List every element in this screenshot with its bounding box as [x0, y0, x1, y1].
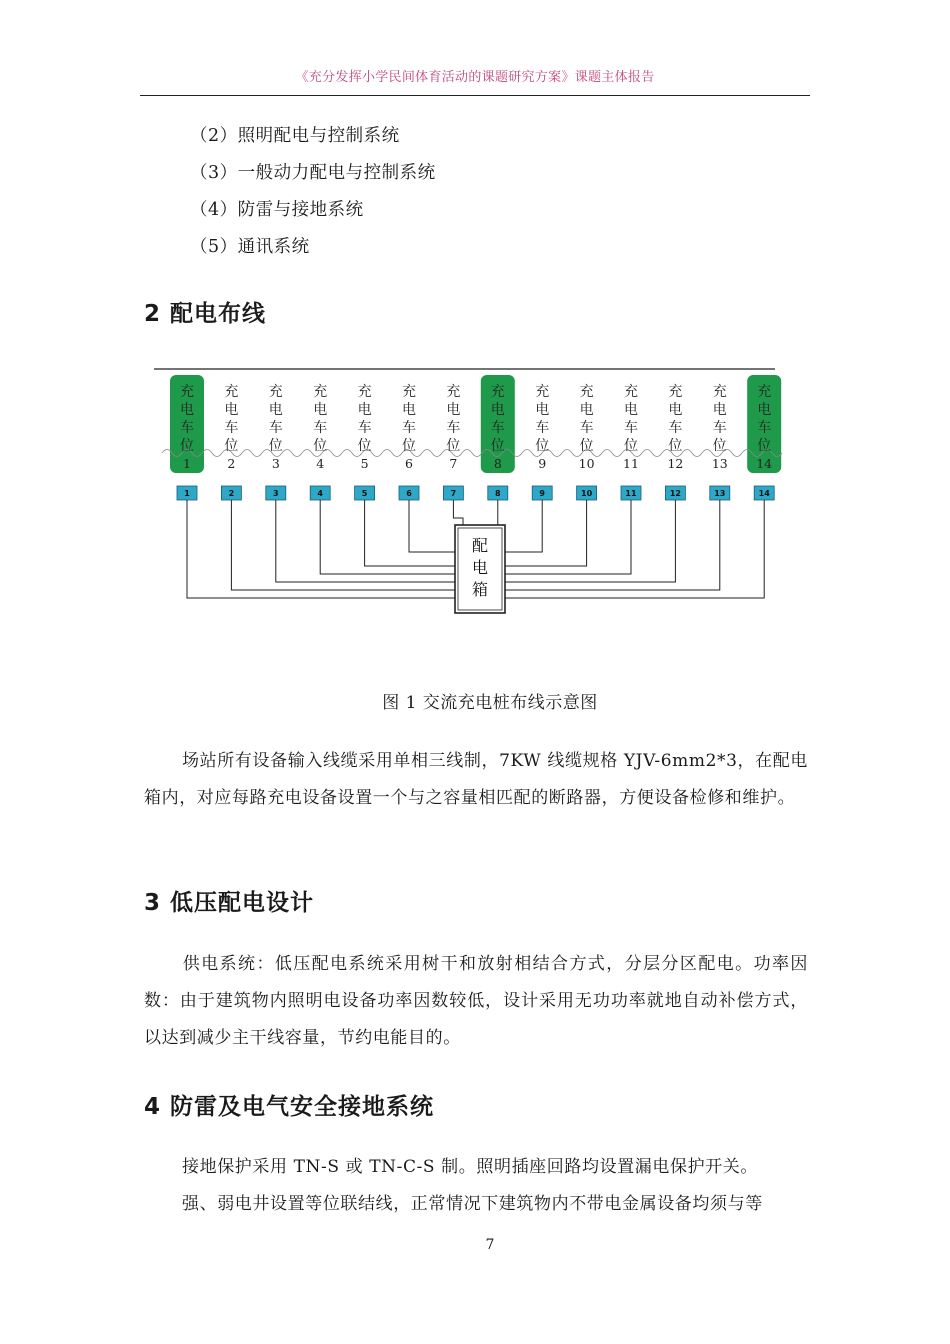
slot-label-char: 电: [757, 402, 772, 418]
slot-label-char: 充: [757, 384, 772, 400]
panel-label-char: 箱: [471, 580, 489, 599]
wire: [453, 500, 463, 525]
wire: [365, 500, 455, 566]
wire: [505, 500, 764, 598]
wire: [276, 500, 455, 582]
wiring-diagram: [150, 360, 790, 620]
slot-label-char: 充: [490, 384, 505, 400]
page-number: 7: [485, 1237, 495, 1253]
slot-label-char: 充: [446, 384, 461, 400]
wavy-line: [162, 450, 782, 457]
slot-label-char: 充: [313, 384, 328, 400]
wire: [505, 500, 587, 566]
slot-label-char: 位: [712, 438, 727, 454]
slot-label-char: 位: [402, 438, 416, 454]
slot-label-char: 车: [446, 420, 461, 436]
paragraph-text: 接地保护采用 TN-S 或 TN-C-S 制。照明插座回路均设置漏电保护开关。: [182, 1157, 758, 1177]
panel-label-char: 电: [471, 558, 489, 577]
paragraph: [144, 1186, 808, 1223]
slot-label-char: 车: [224, 420, 239, 436]
slot-number: 6: [405, 456, 413, 471]
panel-label-char: 配: [471, 536, 489, 555]
slot-label-char: 充: [180, 384, 194, 400]
slot-number: 2: [227, 456, 236, 471]
paragraph-text: 场站所有设备输入线缆采用单相三线制，7KW 线缆规格 YJV-6mm2*3，在配电箱内，对应每路充电设备设置一个与之容量相匹配的断路器，方便设备检修和维护。: [144, 751, 808, 808]
slot-label-char: 电: [402, 402, 416, 418]
terminal-box-label: 11: [625, 489, 637, 498]
slot-label-char: 充: [268, 384, 283, 400]
slot-label-char: 位: [313, 438, 328, 454]
slot-number: 1: [183, 456, 191, 471]
slot-label-char: 车: [402, 420, 416, 436]
slot-label-char: 位: [490, 438, 505, 454]
slot-label-char: 电: [446, 402, 461, 418]
terminal-box-label: 10: [581, 489, 593, 498]
slot-label-char: 充: [668, 384, 683, 400]
wire: [231, 500, 455, 590]
slot-label-char: 位: [757, 438, 772, 454]
wire: [505, 500, 675, 582]
terminal-box-label: 3: [273, 489, 279, 498]
slot-number: 14: [756, 456, 773, 471]
wire: [320, 500, 455, 574]
slot-label-char: 电: [712, 402, 727, 418]
terminal-box-label: 5: [361, 489, 368, 498]
slot-number: 11: [623, 456, 639, 471]
slot-label-char: 车: [268, 420, 283, 436]
wire: [409, 500, 455, 552]
slot-number: 10: [578, 456, 595, 471]
terminal-box-label: 1: [184, 489, 190, 498]
wire: [505, 500, 542, 552]
section-heading-2: 2 配电布线: [144, 301, 267, 327]
slot-number: 9: [538, 456, 547, 471]
slot-number: 12: [667, 456, 684, 471]
slot-label-char: 车: [490, 420, 505, 436]
section-heading-3: 3 低压配电设计: [144, 890, 315, 916]
slot-label-char: 车: [668, 420, 683, 436]
terminal-box-label: 12: [669, 489, 681, 498]
slot-label-char: 电: [180, 402, 194, 418]
slot-number: 13: [711, 456, 728, 471]
slot-label-char: 位: [579, 438, 594, 454]
slot-label-char: 充: [402, 384, 416, 400]
terminal-box-label: 7: [450, 489, 457, 498]
wire: [505, 500, 720, 590]
list-item: （3）一般动力配电与控制系统: [190, 163, 436, 183]
slot-number: 8: [493, 456, 502, 471]
slot-label-char: 电: [535, 402, 550, 418]
paragraph: [144, 946, 808, 1057]
slot-label-char: 位: [446, 438, 461, 454]
slot-number: 5: [360, 456, 369, 471]
slot-number: 7: [449, 456, 458, 471]
slot-label-char: 位: [180, 438, 194, 454]
wire: [187, 500, 455, 598]
terminal-box-label: 14: [758, 489, 770, 498]
slot-label-char: 电: [357, 402, 372, 418]
slot-label-char: 充: [535, 384, 550, 400]
paragraph-text: 强、弱电井设置等位联结线，正常情况下建筑物内不带电金属设备均须与等: [182, 1194, 763, 1214]
figure-caption: 图 1 交流充电桩布线示意图: [382, 693, 598, 713]
slot-label-char: 充: [712, 384, 727, 400]
slot-label-char: 电: [668, 402, 683, 418]
paragraph: [144, 1149, 808, 1186]
terminal-box-label: 6: [406, 489, 412, 498]
list-item: （5）通讯系统: [190, 237, 310, 257]
slot-label-char: 车: [712, 420, 727, 436]
slot-label-char: 电: [490, 402, 505, 418]
terminal-box-label: 13: [714, 489, 726, 498]
slot-number: 3: [271, 456, 280, 471]
terminal-box-label: 2: [228, 489, 235, 498]
slot-label-char: 位: [624, 438, 638, 454]
slot-label-char: 位: [357, 438, 372, 454]
slot-label-char: 车: [313, 420, 328, 436]
terminal-box-label: 8: [495, 489, 501, 498]
list-item: （4）防雷与接地系统: [190, 200, 364, 220]
slot-label-char: 车: [180, 420, 194, 436]
slot-label-char: 车: [357, 420, 372, 436]
slot-label-char: 车: [535, 420, 550, 436]
slot-label-char: 电: [579, 402, 594, 418]
slot-label-char: 车: [579, 420, 594, 436]
wire: [505, 500, 631, 574]
slot-label-char: 充: [624, 384, 638, 400]
slot-label-char: 位: [668, 438, 683, 454]
slot-label-char: 电: [624, 402, 638, 418]
paragraph: [144, 743, 808, 817]
terminal-box-label: 9: [539, 489, 545, 498]
list-item: （2）照明配电与控制系统: [190, 126, 400, 146]
slot-label-char: 位: [268, 438, 283, 454]
section-heading-4: 4 防雷及电气安全接地系统: [144, 1094, 435, 1120]
slot-label-char: 位: [224, 438, 239, 454]
terminal-box-label: 4: [317, 489, 323, 498]
slot-label-char: 电: [313, 402, 328, 418]
slot-number: 4: [316, 456, 325, 471]
slot-label-char: 车: [624, 420, 638, 436]
slot-label-char: 充: [357, 384, 372, 400]
slot-label-char: 充: [224, 384, 239, 400]
slot-label-char: 充: [579, 384, 594, 400]
slot-label-char: 电: [224, 402, 239, 418]
page-header: 《充分发挥小学民间体育活动的课题研究方案》课题主体报告: [295, 70, 655, 85]
header-rule: [140, 95, 810, 96]
slot-label-char: 位: [535, 438, 550, 454]
slot-label-char: 车: [757, 420, 772, 436]
paragraph-text: 供电系统：低压配电系统采用树干和放射相结合方式，分层分区配电。功率因数：由于建筑物内照明电设备功率因数较低，设计采用无功功率就地自动补偿方式，以达到减少主干线容量，节约电能目的。: [144, 954, 808, 1048]
slot-label-char: 电: [268, 402, 283, 418]
